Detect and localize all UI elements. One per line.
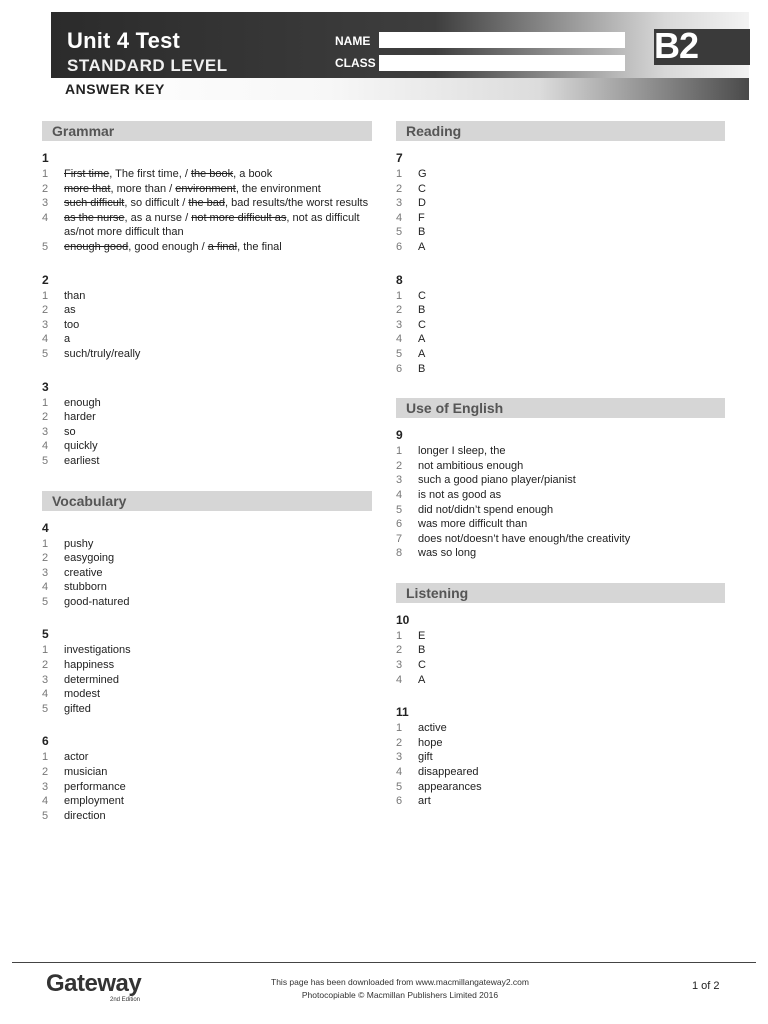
list-item: [42, 454, 372, 469]
exercise-number: 4: [42, 520, 49, 535]
item-number: 3: [42, 425, 49, 438]
list-item: [396, 347, 726, 362]
item-text: appearances: [418, 780, 482, 793]
list-item: [396, 503, 726, 518]
item-number: 7: [396, 532, 403, 545]
answer-key-title: ANSWER KEY: [65, 81, 165, 97]
section-title: Vocabulary: [52, 492, 127, 509]
item-text: as: [64, 304, 76, 317]
item-number: 3: [42, 318, 49, 331]
item-text: musician: [64, 766, 108, 779]
item-text: determined: [64, 673, 120, 686]
struck-text: environment: [175, 182, 236, 195]
item-number: 1: [396, 629, 403, 642]
item-number: 4: [396, 488, 403, 501]
section-title: Use of English: [406, 400, 504, 417]
answer-text: , so difficult /: [124, 197, 189, 210]
item-number: 2: [42, 182, 49, 195]
item-number: 1: [42, 644, 49, 657]
exercise-number: 9: [396, 428, 403, 443]
item-text: disappeared: [418, 766, 479, 779]
list-item: [396, 332, 726, 347]
section-header-listening: [396, 583, 725, 603]
struck-text: First time: [64, 168, 110, 180]
list-item: [42, 595, 372, 610]
answer-text: , as a nurse /: [124, 211, 192, 224]
item-text: [64, 240, 372, 255]
item-text: C: [418, 289, 426, 302]
list-item: [42, 182, 372, 197]
list-item: [396, 736, 726, 751]
item-text: [64, 196, 372, 211]
item-number: 2: [396, 182, 403, 195]
item-text: B: [418, 226, 426, 239]
item-text: A: [418, 333, 426, 346]
list-item: [396, 240, 726, 255]
list-item: [396, 532, 726, 547]
header-banner: [51, 12, 749, 78]
item-text: A: [418, 240, 426, 253]
list-item: [42, 658, 372, 673]
item-text: stubborn: [64, 581, 107, 594]
item-number: 2: [42, 411, 49, 424]
list-item: [396, 488, 726, 503]
list-item: [396, 721, 726, 736]
right-column: [396, 121, 726, 809]
item-number: 1: [42, 396, 49, 409]
section-title: Reading: [406, 123, 462, 139]
exercise-11-list: [396, 721, 726, 809]
item-number: 3: [396, 474, 403, 487]
section-header-use-of-english: [396, 398, 725, 418]
item-text: hope: [418, 736, 443, 749]
item-number: 1: [42, 168, 49, 180]
item-number: 6: [396, 362, 403, 375]
list-item: [42, 750, 372, 765]
item-text: so: [64, 425, 76, 438]
name-label: NAME: [335, 34, 371, 48]
test-title: Unit 4 Test: [67, 28, 181, 53]
item-number: 2: [396, 644, 403, 657]
section-title: Listening: [406, 584, 469, 601]
list-item: [42, 702, 372, 717]
list-item: [42, 643, 372, 658]
item-text: employment: [64, 795, 124, 808]
item-text: B: [418, 304, 426, 317]
answer-text: , bad results/the worst results: [225, 197, 369, 210]
item-text: is not as good as: [418, 488, 502, 501]
item-text: happiness: [64, 659, 115, 672]
exercise-number: 1: [42, 151, 49, 165]
item-number: 1: [42, 289, 49, 302]
item-text: than: [64, 289, 86, 302]
struck-text: the bad: [188, 197, 226, 210]
exercise-2-list: [42, 289, 372, 362]
list-item: [396, 629, 726, 644]
level-badge: [654, 25, 750, 66]
item-text: too: [64, 318, 80, 331]
exercise-number: 7: [396, 151, 403, 165]
footer-divider: [12, 962, 756, 963]
list-item: [396, 211, 726, 226]
list-item: [396, 196, 726, 211]
item-text: does not/doesn’t have enough/the creativity: [418, 532, 631, 545]
item-number: 1: [396, 722, 403, 735]
item-number: 6: [396, 795, 403, 808]
item-text: C: [418, 182, 426, 195]
answer-text: , The first time, /: [109, 168, 191, 180]
item-text: C: [418, 659, 426, 672]
item-text: longer I sleep, the: [418, 445, 506, 458]
list-item: [42, 211, 372, 240]
list-item: [396, 673, 726, 688]
struck-text: enough good: [64, 240, 129, 253]
answer-text: , not as difficult as/not more difficult than: [64, 211, 360, 239]
list-item: [396, 182, 726, 197]
item-number: 4: [42, 795, 49, 808]
class-field[interactable]: [379, 55, 625, 71]
item-number: 4: [42, 211, 49, 224]
item-text: not ambitious enough: [418, 459, 524, 472]
list-item: [42, 780, 372, 795]
item-number: 5: [396, 347, 403, 360]
section-header-grammar: [42, 121, 372, 141]
list-item: [396, 362, 726, 377]
item-text: such a good piano player/pianist: [418, 474, 576, 487]
item-text: modest: [64, 688, 101, 701]
item-number: 3: [396, 751, 403, 764]
struck-text: a final: [207, 240, 238, 253]
list-item: [396, 794, 726, 809]
answer-text: , the final: [237, 240, 282, 253]
section-header-vocabulary: [42, 491, 372, 511]
list-item: [42, 809, 372, 824]
page-number: 1 of 2: [692, 980, 720, 992]
struck-text: the book: [190, 168, 234, 180]
list-item: [396, 318, 726, 333]
item-text: [64, 211, 372, 240]
item-text: such/truly/really: [64, 347, 141, 360]
struck-text: not more difficult as: [191, 211, 287, 224]
item-number: 5: [396, 780, 403, 793]
item-number: 6: [396, 518, 403, 531]
item-number: 5: [396, 503, 403, 516]
list-item: [42, 347, 372, 362]
item-text: investigations: [64, 644, 131, 657]
list-item: [42, 794, 372, 809]
list-item: [42, 687, 372, 702]
exercise-number: 11: [396, 705, 409, 720]
item-number: 3: [396, 318, 403, 331]
list-item: [42, 425, 372, 440]
list-item: [396, 473, 726, 488]
item-number: 4: [396, 673, 403, 686]
list-item: [42, 167, 372, 182]
item-number: 3: [396, 659, 403, 672]
item-number: 2: [396, 304, 403, 317]
item-text: [64, 167, 372, 182]
item-text: did not/didn’t spend enough: [418, 503, 554, 516]
item-number: 3: [42, 197, 49, 210]
item-number: 5: [396, 226, 403, 239]
item-number: 5: [42, 595, 49, 608]
answer-text: , a book: [233, 168, 273, 180]
item-text: earliest: [64, 454, 100, 467]
exercise-number: 2: [42, 272, 49, 287]
exercise-4-list: [42, 537, 372, 610]
download-notice: This page has been downloaded from www.macmillangateway2.com: [271, 977, 529, 987]
item-text: creative: [64, 566, 103, 579]
list-item: [42, 566, 372, 581]
item-text: B: [418, 362, 426, 375]
list-item: [396, 289, 726, 304]
item-number: 1: [42, 751, 49, 764]
exercise-number: 8: [396, 272, 403, 287]
exercise-number: 6: [42, 734, 49, 749]
list-item: [396, 444, 726, 459]
item-number: 6: [396, 240, 403, 253]
list-item: [42, 332, 372, 347]
struck-text: more that: [64, 182, 111, 195]
list-item: [396, 546, 726, 561]
item-number: 2: [42, 659, 49, 672]
item-number: 3: [42, 673, 49, 686]
list-item: [42, 765, 372, 780]
list-item: [42, 396, 372, 411]
item-text: E: [418, 629, 426, 642]
item-text: easygoing: [64, 552, 115, 565]
item-number: 1: [396, 445, 403, 458]
list-item: [396, 167, 726, 182]
item-number: 4: [396, 211, 403, 224]
exercise-9-list: [396, 444, 726, 561]
struck-text: as the nurse: [64, 211, 125, 224]
exercise-10-list: [396, 629, 726, 687]
answer-text: , more than /: [110, 182, 176, 195]
item-number: 8: [396, 547, 403, 560]
item-text: direction: [64, 809, 106, 822]
exercise-number: 5: [42, 627, 49, 642]
list-item: [396, 303, 726, 318]
item-number: 4: [42, 440, 49, 453]
item-number: 5: [42, 702, 49, 715]
list-item: [42, 439, 372, 454]
item-text: F: [418, 211, 425, 224]
item-text: pushy: [64, 537, 94, 550]
exercise-5-list: [42, 643, 372, 716]
list-item: [396, 643, 726, 658]
list-item: [42, 673, 372, 688]
item-number: 4: [42, 688, 49, 701]
section-title: Grammar: [52, 123, 115, 139]
list-item: [42, 410, 372, 425]
list-item: [396, 658, 726, 673]
test-level: STANDARD LEVEL: [67, 56, 228, 75]
item-number: 2: [42, 304, 49, 317]
list-item: [42, 240, 372, 255]
list-item: [42, 580, 372, 595]
answer-text: , good enough /: [128, 240, 208, 253]
list-item: [396, 517, 726, 532]
exercise-number: 10: [396, 612, 410, 627]
struck-text: such difficult: [64, 197, 125, 210]
copyright-notice: Photocopiable © Macmillan Publishers Limited 2016: [301, 990, 499, 1000]
item-number: 4: [396, 766, 403, 779]
item-number: 5: [42, 809, 49, 822]
item-text: D: [418, 197, 426, 210]
item-number: 3: [42, 566, 49, 579]
list-item: [396, 765, 726, 780]
list-item: [42, 303, 372, 318]
item-number: 2: [42, 552, 49, 565]
name-field[interactable]: [379, 32, 625, 48]
exercise-7-list: [396, 167, 726, 255]
item-text: performance: [64, 780, 126, 793]
item-text: art: [418, 795, 431, 808]
exercise-number: 3: [42, 379, 49, 394]
item-text: enough: [64, 396, 101, 409]
list-item: [396, 459, 726, 474]
exercise-1-list: [42, 167, 372, 255]
list-item: [396, 780, 726, 795]
list-item: [42, 196, 372, 211]
item-text: B: [418, 644, 426, 657]
item-number: 2: [42, 766, 49, 779]
item-number: 3: [396, 197, 403, 210]
item-number: 2: [396, 459, 403, 472]
item-number: 5: [42, 347, 49, 360]
item-number: 2: [396, 736, 403, 749]
item-text: gifted: [64, 702, 91, 715]
item-number: 4: [396, 333, 403, 346]
item-text: A: [418, 347, 426, 360]
exercise-8-list: [396, 289, 726, 377]
exercise-6-list: [42, 750, 372, 823]
item-number: 5: [42, 240, 49, 253]
list-item: [42, 537, 372, 552]
item-number: 5: [42, 454, 49, 467]
item-text: was so long: [418, 547, 477, 560]
list-item: [42, 551, 372, 566]
item-number: 4: [42, 333, 49, 346]
gateway-logo: Gateway: [46, 970, 142, 997]
item-number: 4: [42, 581, 49, 594]
item-number: 1: [396, 289, 403, 302]
item-text: [64, 182, 372, 197]
list-item: [42, 318, 372, 333]
exercise-3-list: [42, 396, 372, 469]
item-text: harder: [64, 411, 96, 424]
list-item: [42, 289, 372, 304]
answer-key-bar: [51, 78, 749, 100]
item-text: gift: [418, 751, 433, 764]
item-number: 1: [396, 168, 403, 180]
item-text: actor: [64, 751, 89, 764]
item-number: 3: [42, 780, 49, 793]
item-text: G: [418, 168, 427, 180]
answer-text: , the environment: [235, 182, 321, 195]
level-badge-text: B2: [654, 25, 699, 66]
item-text: active: [418, 722, 447, 735]
item-text: was more difficult than: [418, 518, 528, 531]
edition-label: 2nd Edition: [110, 997, 141, 1003]
item-text: A: [418, 673, 426, 686]
item-text: good-natured: [64, 595, 130, 608]
item-text: quickly: [64, 440, 98, 453]
item-text: a: [64, 333, 71, 346]
class-label: CLASS: [335, 56, 376, 70]
item-number: 1: [42, 537, 49, 550]
item-text: C: [418, 318, 426, 331]
list-item: [396, 225, 726, 240]
list-item: [396, 750, 726, 765]
left-column: [42, 121, 372, 823]
section-header-reading: [396, 121, 725, 141]
